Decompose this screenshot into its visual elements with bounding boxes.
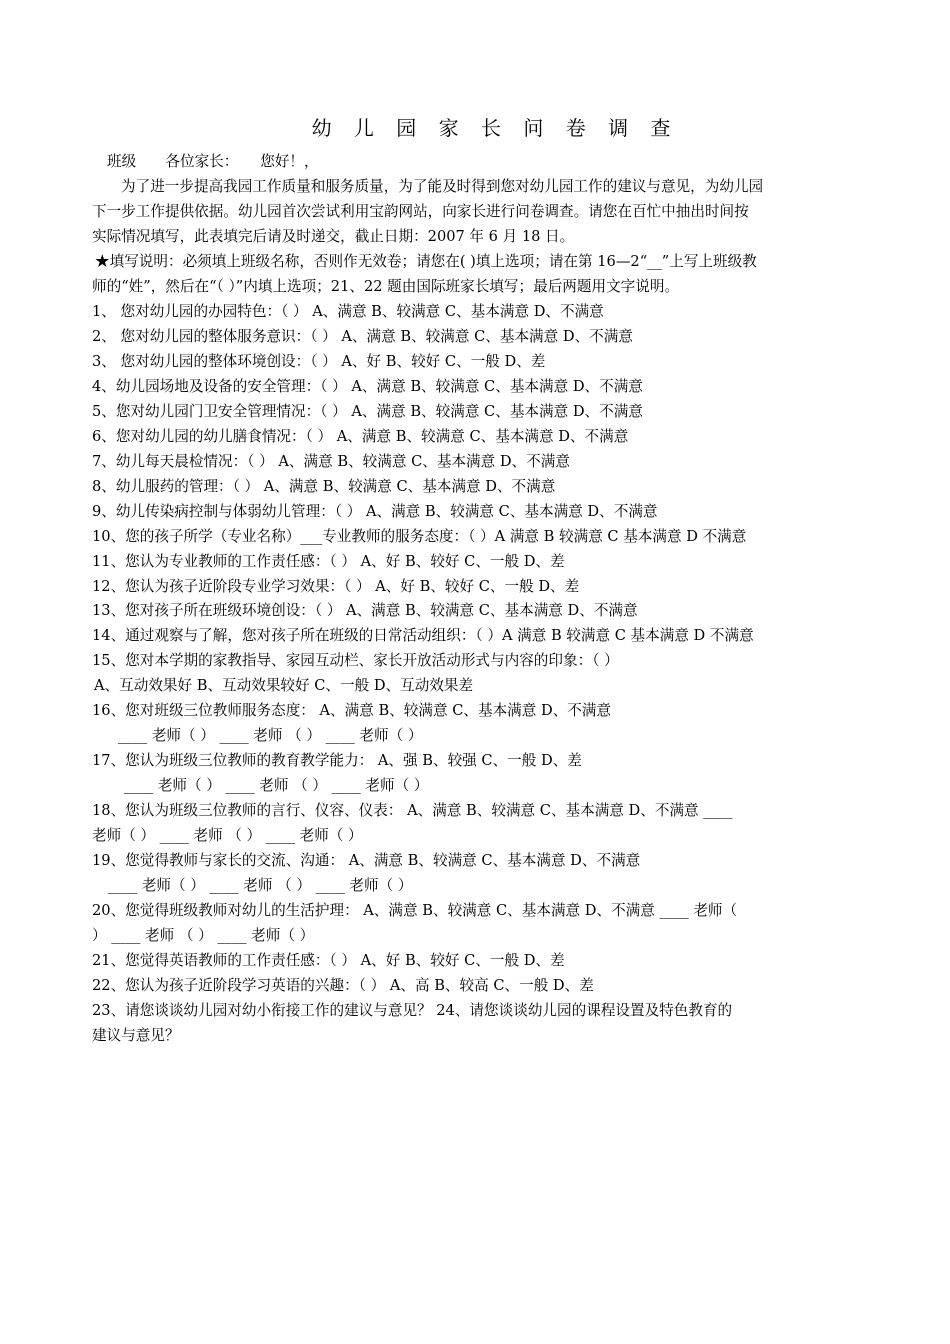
question-line: 10、您的孩子所学（专业名称）___专业教师的服务态度：（ ）A 满意 B 较满意 C 基本满意 D 不满意 — [92, 528, 747, 545]
question-line: 14、通过观察与了解，您对孩子所在班级的日常活动组织：（ ）A 满意 B 较满意 C 基本满意 D 不满意 — [92, 627, 754, 644]
teacher-rating-line: ） ____ 老师 （ ） ____ 老师（ ） — [92, 927, 315, 944]
question-line: 5、您对幼儿园门卫安全管理情况：（ ） A、满意 B、较满意 C、基本满意 D、不满意 — [92, 403, 643, 420]
question-line: 19、您觉得教师与家长的交流、沟通： A、满意 B、较满意 C、基本满意 D、不满意 — [92, 852, 641, 869]
question-line: 7、幼儿每天晨检情况：（ ） A、满意 B、较满意 C、基本满意 D、不满意 — [92, 453, 570, 470]
question-line: 6、您对幼儿园的幼儿膳食情况：（ ） A、满意 B、较满意 C、基本满意 D、不满意 — [92, 428, 629, 445]
intro-line: 下一步工作提供依据。幼儿园首次尝试利用宝韵网站，向家长进行问卷调查。请您在百忙中抽出时间按 — [92, 203, 749, 220]
document-title: 幼 儿 园 家 长 问 卷 调 查 — [311, 116, 679, 140]
question-line: 17、您认为班级三位教师的教育教学能力： A、强 B、较强 C、一般 D、差 — [92, 752, 582, 769]
question-line: 22、您认为孩子近阶段学习英语的兴趣：（ ） A、高 B、较高 C、一般 D、差 — [92, 977, 594, 994]
question-line: 23、请您谈谈幼儿园对幼小衔接工作的建议与意见？ 24、请您谈谈幼儿园的课程设置及特色教育的 — [92, 1002, 733, 1019]
question-line: 2、 您对幼儿园的整体服务意识：（ ） A、满意 B、较满意 C、基本满意 D、不满意 — [92, 328, 633, 345]
teacher-rating-line: ____ 老师（ ） ____ 老师 （ ） ____ 老师（ ） — [108, 877, 413, 894]
question-line: 11、您认为专业教师的工作责任感：（ ） A、好 B、较好 C、一般 D、差 — [92, 553, 565, 570]
question-line: 4、幼儿园场地及设备的安全管理：（ ） A、满意 B、较满意 C、基本满意 D、不满意 — [92, 378, 643, 395]
question-line: 建议与意见？ — [92, 1027, 180, 1044]
question-line: 20、您觉得班级教师对幼儿的生活护理： A、满意 B、较满意 C、基本满意 D、不满意 ____ 老师（ — [92, 902, 738, 919]
intro-line: 为了进一步提高我园工作质量和服务质量，为了能及时得到您对幼儿园工作的建议与意见，为幼儿园 — [121, 178, 764, 195]
question-line: 21、您觉得英语教师的工作责任感：（ ） A、好 B、较好 C、一般 D、差 — [92, 952, 565, 969]
question-line: 13、您对孩子所在班级环境创设：（ ） A、满意 B、较满意 C、基本满意 D、不满意 — [92, 602, 638, 619]
question-line: 12、您认为孩子近阶段专业学习效果：（ ） A、好 B、较好 C、一般 D、差 — [92, 578, 580, 595]
question-line: 3、 您对幼儿园的整体环境创设：（ ） A、好 B、较好 C、一般 D、差 — [92, 353, 546, 370]
teacher-rating-line: 老师（ ） ____ 老师 （ ） ____ 老师（ ） — [92, 827, 363, 844]
instructions-line: 师的“姓”，然后在“（ ）”内填上选项；21、22 题由国际班家长填写；最后两题用文字说明。 — [92, 278, 680, 295]
question-line: 9、幼儿传染病控制与体弱幼儿管理：（ ） A、满意 B、较满意 C、基本满意 D、不满意 — [92, 503, 658, 520]
teacher-rating-line: ____ 老师（ ） ____ 老师 （ ） ____ 老师（ ） — [118, 727, 423, 744]
question-line: 16、您对班级三位教师服务态度： A、满意 B、较满意 C、基本满意 D、不满意 — [92, 702, 612, 719]
teacher-rating-line: ____ 老师（ ） ____ 老师 （ ） ____ 老师（ ） — [124, 777, 429, 794]
question-line: A、互动效果好 B、互动效果较好 C、一般 D、互动效果差 — [94, 677, 474, 694]
question-line: 18、您认为班级三位教师的言行、仪容、仪表： A、满意 B、较满意 C、基本满意 D、不满意 ____ — [92, 802, 733, 819]
question-line: 1、 您对幼儿园的办园特色：（ ） A、满意 B、较满意 C、基本满意 D、不满意 — [92, 303, 604, 320]
greeting-line: 班级 各位家长： 您好！， — [107, 153, 319, 170]
question-line: 8、幼儿服药的管理：（ ） A、满意 B、较满意 C、基本满意 D、不满意 — [92, 478, 556, 495]
question-line: 15、您对本学期的家教指导、家园互动栏、家长开放活动形式与内容的印象：（ ） — [92, 652, 619, 669]
intro-line: 实际情况填写，此表填完后请及时递交，截止日期：2007 年 6 月 18 日。 — [92, 228, 575, 245]
instructions-line: ★填写说明：必须填上班级名称，否则作无效卷；请您在( )填上选项；请在第 16—2“__”上写上班级教 — [95, 253, 757, 270]
